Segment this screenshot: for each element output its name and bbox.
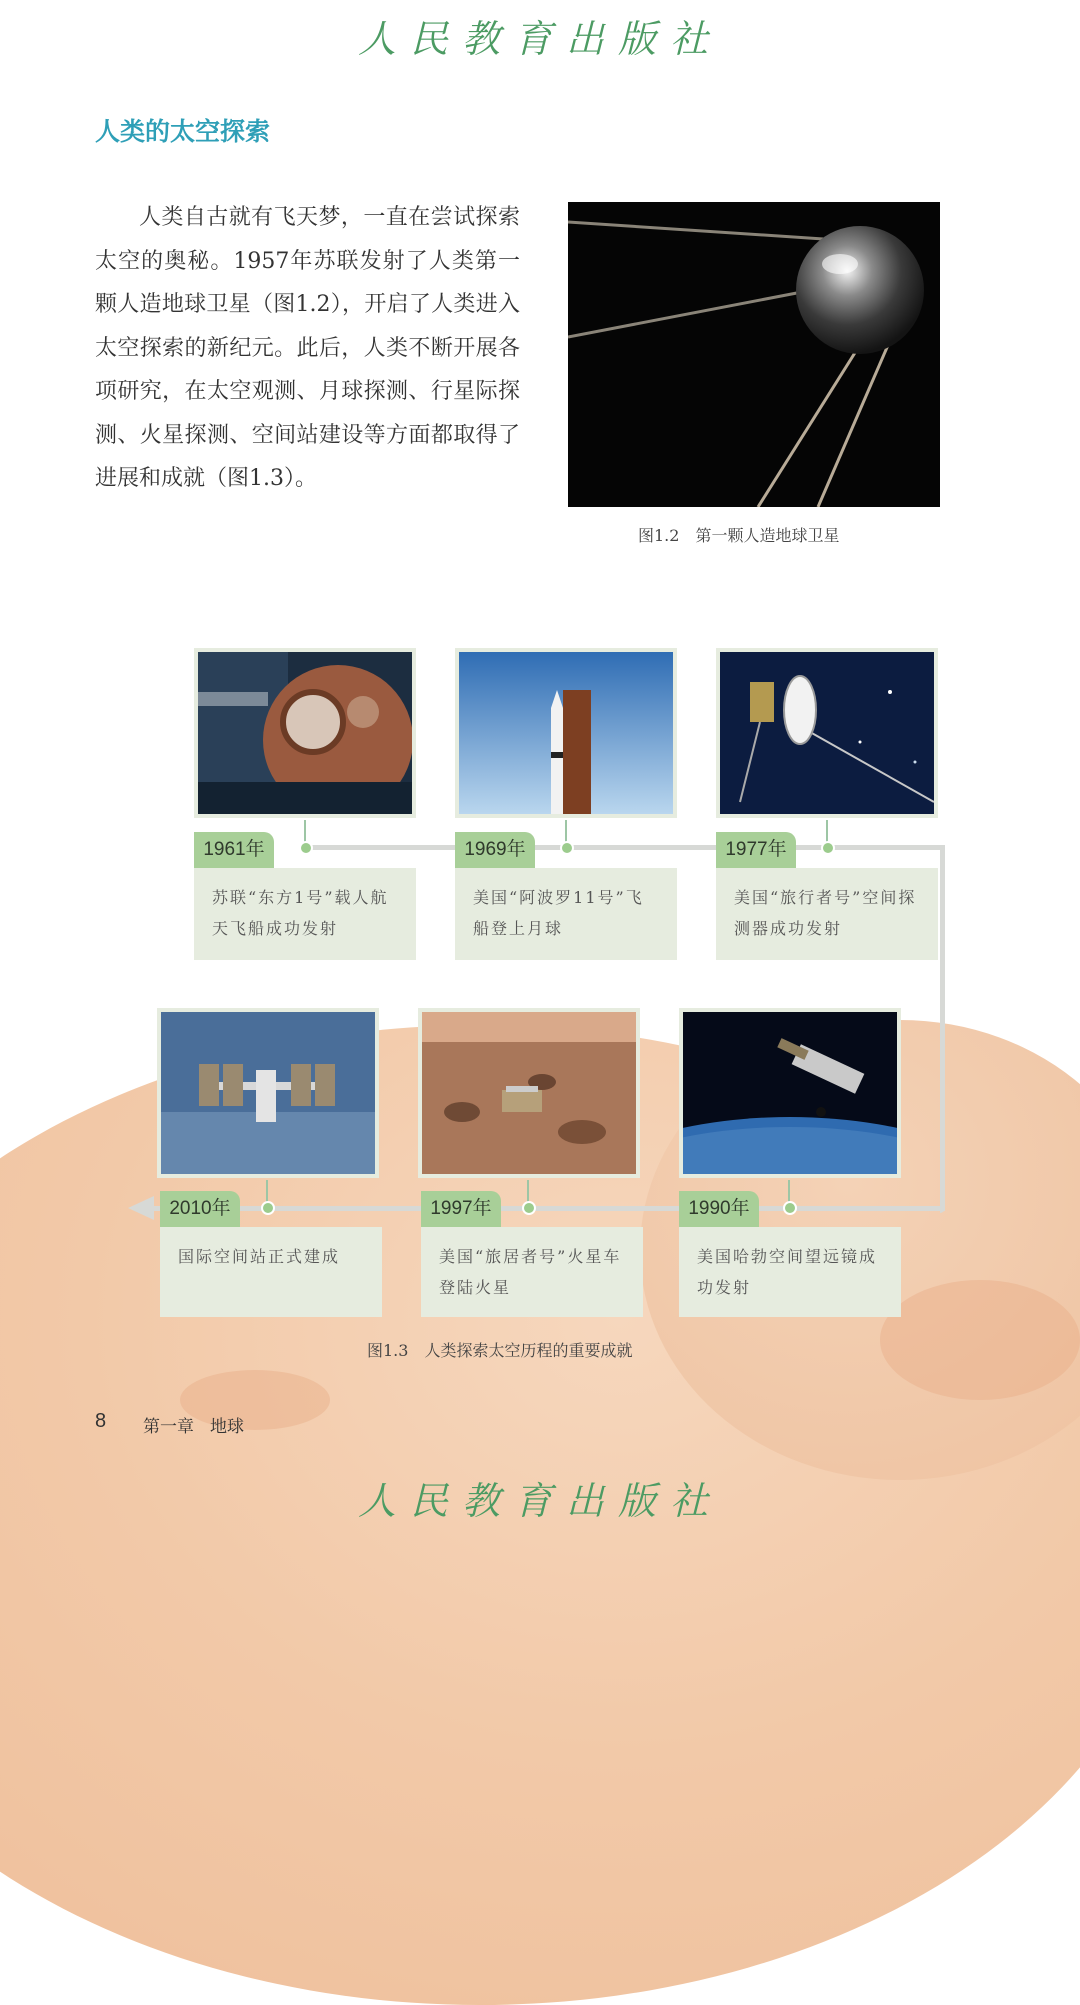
timeline-arrow-icon [128, 1196, 154, 1220]
event-1990: 美国哈勃空间望远镜成功发射 [679, 1227, 901, 1317]
timeline-dot [261, 1201, 275, 1215]
event-1969: 美国“阿波罗11号”飞船登上月球 [455, 868, 677, 960]
photo-frame-2010 [157, 1008, 379, 1178]
figure-1-3-caption: 图1.3 人类探索太空历程的重要成就 [367, 1341, 633, 1360]
year-1961: 1961年 [194, 832, 274, 868]
crater-decoration [880, 1280, 1080, 1400]
year-1990: 1990年 [679, 1191, 759, 1227]
year-1969: 1969年 [455, 832, 535, 868]
year-1977: 1977年 [716, 832, 796, 868]
photo-frame-1977 [716, 648, 938, 818]
timeline-track [305, 845, 945, 850]
event-1977: 美国“旅行者号”空间探测器成功发射 [716, 868, 938, 960]
sputnik-photo [568, 202, 940, 507]
timeline-dot [560, 841, 574, 855]
figure-1-2-caption: 图1.2 第一颗人造地球卫星 [638, 526, 840, 545]
body-paragraph: 人类自古就有飞天梦，一直在尝试探索太空的奥秘。1957年苏联发射了人类第一颗人造地球卫星（图1.2），开启了人类进入太空探索的新纪元。此后，人类不断开展各项研究，在太空观测、月球探测、行星际探测、火星探测、空间站建设等方面都取得了进展和成就（图1.3）。 [95, 205, 520, 491]
chapter-label [143, 1412, 260, 1437]
year-2010: 2010年 [160, 1191, 240, 1227]
event-2010: 国际空间站正式建成 [160, 1227, 382, 1317]
event-1961: 苏联“东方1号”载人航天飞船成功发射 [194, 868, 416, 960]
photo-frame-1997 [418, 1008, 640, 1178]
photo-frame-1969 [455, 648, 677, 818]
timeline-dot [522, 1201, 536, 1215]
timeline-dot [299, 841, 313, 855]
timeline-track-turn [940, 845, 945, 1213]
hubble-telescope-photo [683, 1012, 897, 1174]
publisher-logo-bottom: 人民教育出版社 [357, 1479, 722, 1523]
section-title: 人类的太空探索 [95, 117, 271, 146]
mars-surface-photo [422, 1012, 636, 1174]
year-1997: 1997年 [421, 1191, 501, 1227]
publisher-logo-top: 人民教育出版社 [357, 17, 722, 61]
chapter-title: 地球 [210, 1417, 244, 1437]
chapter-number: 第一章 [143, 1417, 194, 1437]
iss-photo [161, 1012, 375, 1174]
timeline-dot [821, 841, 835, 855]
page-number: 8 [95, 1410, 107, 1432]
photo-frame-1990 [679, 1008, 901, 1178]
voyager-probe-photo [720, 652, 934, 814]
apollo-launch-photo [459, 652, 673, 814]
event-1997: 美国“旅居者号”火星车登陆火星 [421, 1227, 643, 1317]
timeline-dot [783, 1201, 797, 1215]
vostok-capsule-photo [198, 652, 412, 814]
photo-frame-1961 [194, 648, 416, 818]
